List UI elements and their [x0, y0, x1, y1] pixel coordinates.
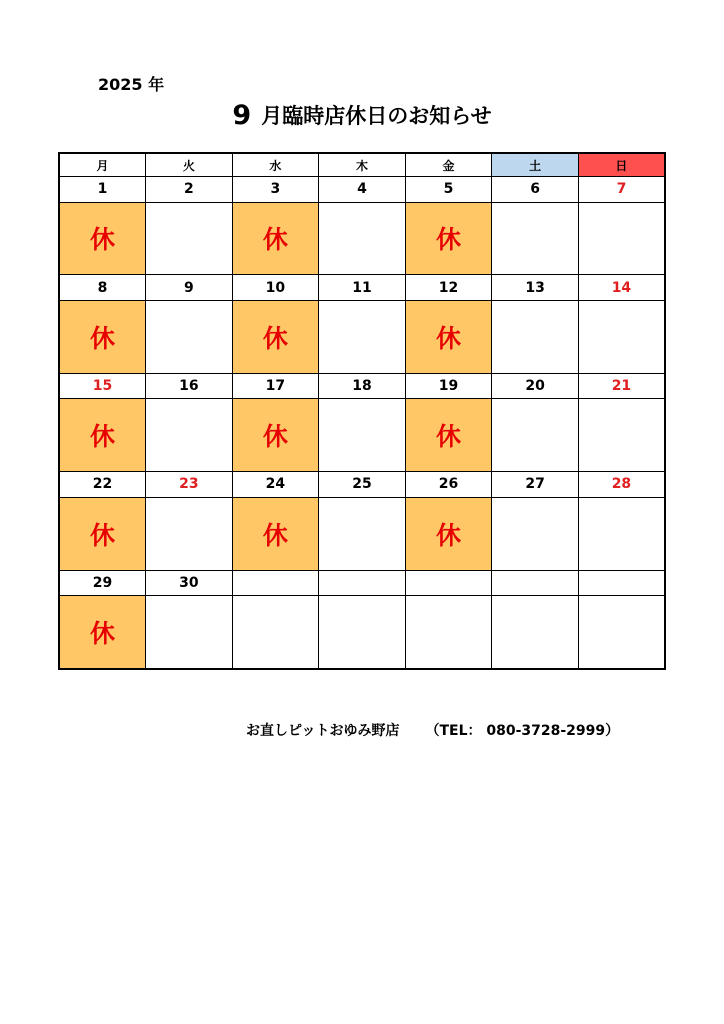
- status-row: [59, 596, 665, 669]
- closed-day-cell: 休: [59, 399, 146, 472]
- day-number: 29: [59, 570, 146, 596]
- open-day-cell: [578, 202, 665, 275]
- day-number: 12: [405, 275, 492, 301]
- day-number: 4: [319, 177, 406, 203]
- closed-day-cell: 休: [59, 596, 146, 669]
- closed-day-cell: 休: [405, 497, 492, 570]
- page-title: [0, 100, 724, 131]
- closed-day-cell: 休: [59, 300, 146, 373]
- closed-day-cell: 休: [405, 399, 492, 472]
- day-number: 23: [146, 472, 233, 498]
- day-number: 3: [232, 177, 319, 203]
- open-day-cell: [319, 300, 406, 373]
- open-day-cell: [146, 300, 233, 373]
- day-number: 7: [578, 177, 665, 203]
- closed-day-cell: 休: [405, 300, 492, 373]
- footer: [246, 720, 619, 740]
- day-number: 8: [59, 275, 146, 301]
- day-number: 18: [319, 373, 406, 399]
- status-row: [59, 300, 665, 373]
- open-day-cell: [578, 399, 665, 472]
- open-day-cell: [405, 596, 492, 669]
- day-number: 14: [578, 275, 665, 301]
- day-number: 1: [59, 177, 146, 203]
- calendar-body: [59, 177, 665, 670]
- day-number: [232, 570, 319, 596]
- day-number: 28: [578, 472, 665, 498]
- weekday-thu: 木: [319, 153, 406, 177]
- open-day-cell: [146, 497, 233, 570]
- open-day-cell: [319, 202, 406, 275]
- closed-day-cell: 休: [232, 399, 319, 472]
- day-number: 16: [146, 373, 233, 399]
- day-number: 24: [232, 472, 319, 498]
- day-number: 6: [492, 177, 579, 203]
- open-day-cell: [146, 399, 233, 472]
- day-number: 26: [405, 472, 492, 498]
- day-number: 19: [405, 373, 492, 399]
- day-number: 25: [319, 472, 406, 498]
- day-number: [492, 570, 579, 596]
- status-row: [59, 202, 665, 275]
- day-number: [578, 570, 665, 596]
- day-number: 30: [146, 570, 233, 596]
- open-day-cell: [319, 497, 406, 570]
- open-day-cell: [319, 596, 406, 669]
- open-day-cell: [146, 596, 233, 669]
- open-day-cell: [492, 202, 579, 275]
- date-row: [59, 177, 665, 203]
- closed-day-cell: 休: [232, 300, 319, 373]
- status-row: [59, 399, 665, 472]
- open-day-cell: [492, 399, 579, 472]
- day-number: 2: [146, 177, 233, 203]
- open-day-cell: [578, 596, 665, 669]
- weekday-wed: 水: [232, 153, 319, 177]
- day-number: 10: [232, 275, 319, 301]
- open-day-cell: [146, 202, 233, 275]
- weekday-mon: 月: [59, 153, 146, 177]
- day-number: 27: [492, 472, 579, 498]
- closed-day-cell: 休: [59, 497, 146, 570]
- open-day-cell: [578, 497, 665, 570]
- date-row: [59, 373, 665, 399]
- weekday-tue: 火: [146, 153, 233, 177]
- open-day-cell: [232, 596, 319, 669]
- day-number: 5: [405, 177, 492, 203]
- closed-day-cell: 休: [232, 497, 319, 570]
- day-number: 20: [492, 373, 579, 399]
- weekday-sat: 土: [492, 153, 579, 177]
- month-number: 9: [232, 100, 252, 131]
- title-text: 月臨時店休日のお知らせ: [261, 104, 492, 128]
- closed-day-cell: 休: [405, 202, 492, 275]
- day-number: 17: [232, 373, 319, 399]
- day-number: 22: [59, 472, 146, 498]
- open-day-cell: [319, 399, 406, 472]
- closed-day-cell: 休: [59, 202, 146, 275]
- day-number: 11: [319, 275, 406, 301]
- day-number: [319, 570, 406, 596]
- day-number: 21: [578, 373, 665, 399]
- day-number: 9: [146, 275, 233, 301]
- weekday-header-row: [59, 153, 665, 177]
- day-number: 13: [492, 275, 579, 301]
- closed-day-cell: 休: [232, 202, 319, 275]
- weekday-fri: 金: [405, 153, 492, 177]
- shop-phone: （TEL： 080-3728-2999）: [425, 723, 620, 739]
- shop-name: お直しピットおゆみ野店: [246, 723, 400, 739]
- open-day-cell: [492, 497, 579, 570]
- open-day-cell: [578, 300, 665, 373]
- open-day-cell: [492, 596, 579, 669]
- open-day-cell: [492, 300, 579, 373]
- year-label: 2025 年: [98, 75, 165, 94]
- status-row: [59, 497, 665, 570]
- date-row: [59, 275, 665, 301]
- calendar-table: [58, 152, 666, 670]
- day-number: [405, 570, 492, 596]
- weekday-sun: 日: [578, 153, 665, 177]
- date-row: [59, 570, 665, 596]
- date-row: [59, 472, 665, 498]
- day-number: 15: [59, 373, 146, 399]
